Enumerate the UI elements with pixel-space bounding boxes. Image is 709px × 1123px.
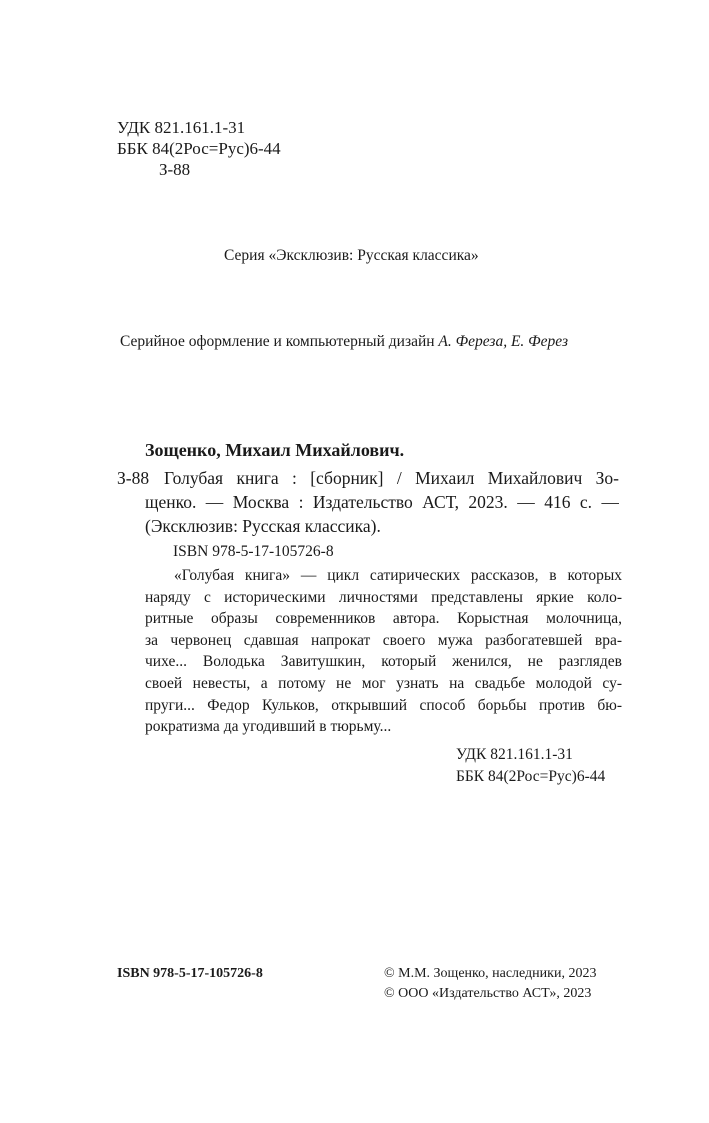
annotation-line-2: наряду с историческими личностями представлены яркие коло-	[145, 588, 622, 606]
bib-mark: З-88	[117, 468, 150, 488]
classification-bbk: ББК 84(2Рос=Рус)6-44	[456, 768, 606, 785]
footer-copyright-1: © М.М. Зощенко, наследники, 2023	[384, 966, 597, 981]
annotation-line-6: своей невесты, а потому не мог узнать на свадьбе молодой су-	[145, 675, 622, 692]
annotation-line-4: за червонец сдавшая напрокат своего мужа разбогатевшей вра-	[145, 631, 622, 649]
bib-line-3: (Эксклюзив: Русская классика).	[145, 516, 381, 536]
annotation-line-1: «Голубая книга» — цикл сатирических рассказов, в которых	[174, 567, 622, 584]
annotation-line-5: чихе... Володька Завитушкин, который женился, не разглядев	[145, 653, 622, 671]
annotation-line-8: рократизма да угодивший в тюрьму...	[145, 718, 392, 736]
design-credit	[120, 333, 568, 351]
design-names: А. Фереза, Е. Ферез	[438, 333, 568, 350]
footer-copyright-2: © ООО «Издательство АСТ», 2023	[384, 986, 592, 1001]
annotation-line-3: ритные образы современников автора. Корыстная молочница,	[145, 610, 622, 628]
annotation-line-7: пруги... Федор Кульков, открывший способ борьбы против бю-	[145, 696, 622, 714]
header-bbk: ББК 84(2Рос=Рус)6-44	[117, 139, 281, 158]
bib-isbn: ISBN 978-5-17-105726-8	[173, 543, 334, 560]
header-udk: УДК 821.161.1-31	[117, 118, 246, 137]
classification-udk: УДК 821.161.1-31	[456, 746, 573, 763]
design-prefix: Серийное оформление и компьютерный дизайн	[120, 333, 439, 350]
series-line: Серия «Эксклюзив: Русская классика»	[224, 247, 479, 264]
header-author-mark: З-88	[159, 160, 191, 179]
bib-line-2: щенко. — Москва : Издательство АСТ, 2023. — 416 с. —	[145, 492, 619, 512]
bib-line-1: Голубая книга : [сборник] / Михаил Михайлович Зо-	[164, 468, 619, 488]
author-heading: Зощенко, Михаил Михайлович.	[145, 440, 405, 460]
footer-isbn: ISBN 978-5-17-105726-8	[117, 966, 263, 981]
